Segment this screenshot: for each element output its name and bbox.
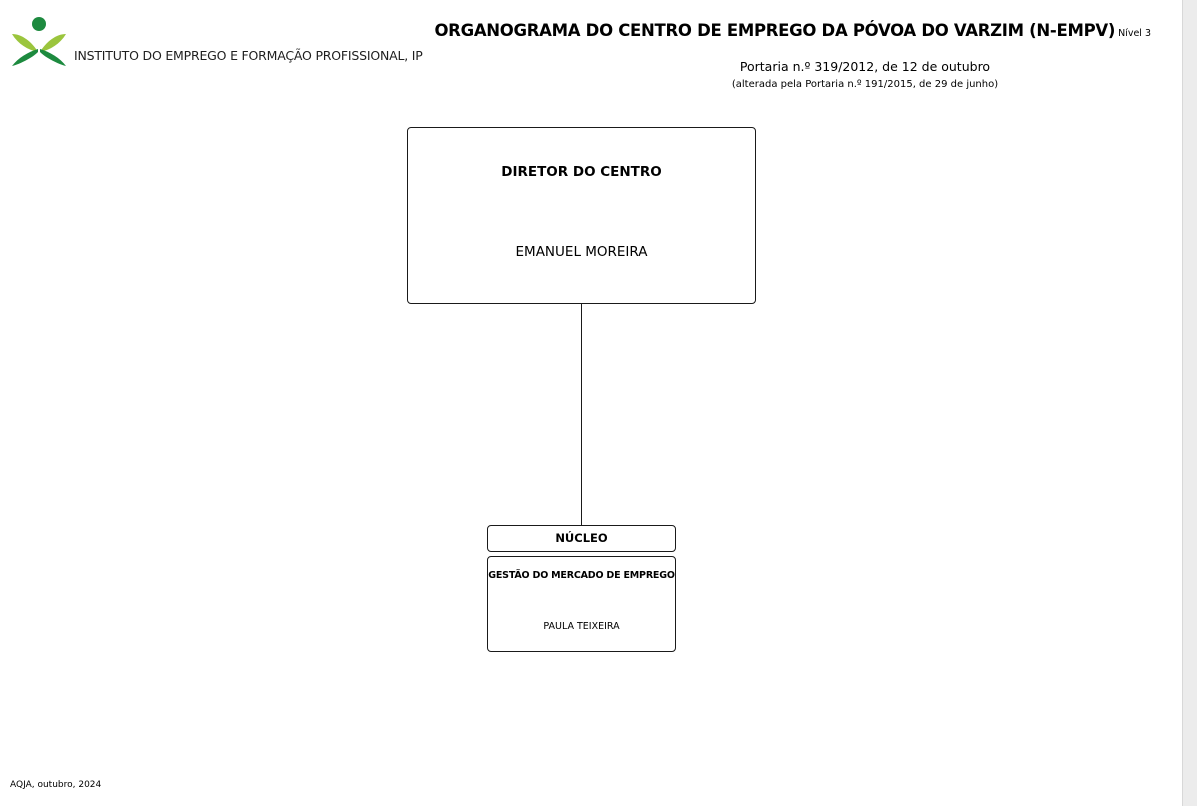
page-title: ORGANOGRAMA DO CENTRO DE EMPREGO DA PÓVOA DO VARZIM (N-EMPV) bbox=[434, 21, 1116, 40]
unit-box bbox=[487, 556, 676, 652]
page-edge bbox=[1182, 0, 1197, 806]
connector-line bbox=[581, 304, 582, 526]
unit-head-name: PAULA TEIXEIRA bbox=[543, 621, 620, 632]
portaria-amendment-note: (alterada pela Portaria n.º 191/2015, de 29 de junho) bbox=[731, 79, 999, 90]
director-box bbox=[407, 127, 756, 304]
director-name: EMANUEL MOREIRA bbox=[515, 244, 648, 260]
level-label: Nível 3 bbox=[1118, 28, 1151, 39]
title-block bbox=[434, 21, 1151, 40]
organization-name: INSTITUTO DO EMPREGO E FORMAÇÃO PROFISSIONAL, IP bbox=[74, 48, 423, 63]
director-role: DIRETOR DO CENTRO bbox=[501, 164, 662, 180]
unit-title: GESTÃO DO MERCADO DE EMPREGO bbox=[488, 570, 675, 581]
portaria-reference: Portaria n.º 319/2012, de 12 de outubro bbox=[739, 59, 991, 74]
iefp-logo-icon bbox=[10, 16, 68, 70]
footer-note: AQJA, outubro, 2024 bbox=[10, 780, 102, 790]
nucleo-label: NÚCLEO bbox=[555, 531, 608, 545]
nucleo-header-box bbox=[487, 525, 676, 552]
